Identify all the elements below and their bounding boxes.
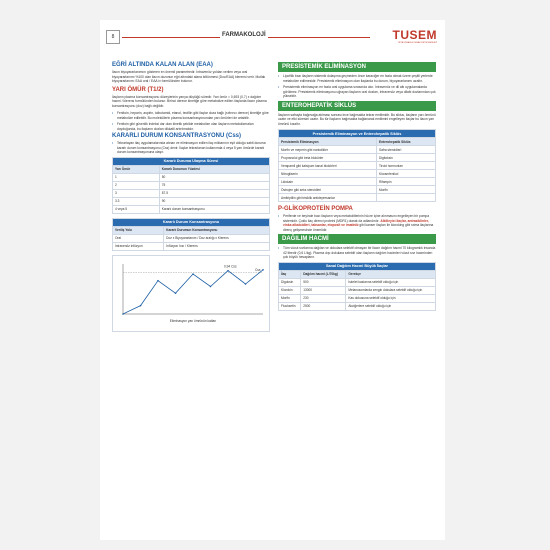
table-cell: 75 xyxy=(159,181,269,189)
table-cell: Tiroid hormonları xyxy=(376,162,435,170)
table-row xyxy=(113,189,270,197)
table-cell: Safra steroidleri xyxy=(376,146,435,154)
table-cell: Östrojen gibi seks steroidleri xyxy=(279,186,377,194)
bullet-presystemic-1: • Lipofilik bazı ilaçların sistemik dolaşıma geçmeden önce karaciğer en fazla olmak üzere çeşitli yerlerde metabolize edilmesidir. Presistemik eliminasyon olan ilaçlarda bu durum, biyoyararlanımı azaltır. xyxy=(278,74,436,83)
presystemic-table xyxy=(278,129,436,202)
data-point xyxy=(140,304,142,306)
chart-svg xyxy=(113,256,269,326)
pgp-text: Periferde ve beyinde bazı ilaçların veya metabolitlerinin hücre içine alınmasını engelleyen bir pompa sistemidir. Çoklu ilaç direnci proteini (MDR1) olarak da adlandırılır. xyxy=(283,214,430,223)
table-cell: 1 xyxy=(113,173,160,181)
table-header: Veriliş Yolu xyxy=(113,226,164,234)
table-cell: Kararlı durum konsantrasyonu xyxy=(159,205,269,213)
table-caption: Sanal Dağılım Hacmi Büyük İlaçlar xyxy=(279,262,436,270)
table-cell: İnfüzyon hızı / Klerens xyxy=(164,242,270,250)
section-title-eaa: EĞRİ ALTINDA KALAN ALAN (EAA) xyxy=(112,62,213,68)
bullet-steady-state: • Tekrarlayan ilaç uygulamalarında alınan ve eliminasyon edilen ilaç miktarının eşit olduğu sabit duruma kararlı durum konsantrasyonu (Css) denir. İlaçlar tekrarlanan kullanımda 4 veya 5 yarı ömürde kararlı durum konsantrasyonuna ulaşır. xyxy=(112,141,270,155)
table-cell: Fluoksetin xyxy=(279,302,301,310)
table-cell: Kloramfenikol xyxy=(376,170,435,178)
table-cell: 3.3 xyxy=(113,197,160,205)
table-cell: Morfin xyxy=(376,186,435,194)
table-cell xyxy=(376,194,435,202)
section-text-enterohepatic: İlaçların safrayla bağırsağa atılması sonrası ince bağırsakta tekrar emilimidir. Bu siklus, ilaçların yarı ömrünü uzatır ve etki süresini uzatır. Bu tür ilaçların bağırsakta bağlanarak emilimini engelleyen ilaçlar bu ilacın yarı ömrünü kısaltır. xyxy=(278,112,436,126)
section-title-vd: DAĞILIM HACMİ xyxy=(278,234,436,244)
table-row xyxy=(279,170,436,178)
table-row xyxy=(113,181,270,189)
bullet-half-life-1: • Fenitoin, heparin, aspirin, tolbutamid, etanol, teofilin gibi ilaçlar doza bağlı (sıfırıncı derece) kinetiğe göre metabolize edilebilir. Bu moleküllerin plazma konsantrasyonundan yarı ömürleri de artabilir. xyxy=(112,111,270,120)
steady-state-chart xyxy=(112,255,270,332)
table-cell: 3 xyxy=(113,189,160,197)
data-point xyxy=(192,273,194,275)
steady-state-time-table xyxy=(112,157,270,214)
table-row xyxy=(279,302,436,310)
table-cell: Propranolol gibi beta blokörler xyxy=(279,154,377,162)
table-row xyxy=(279,154,436,162)
table-row xyxy=(279,294,436,302)
table-cell: Oral xyxy=(113,234,164,242)
data-point xyxy=(245,283,247,285)
series-line xyxy=(123,269,263,313)
table-cell: Nitrogliserin xyxy=(279,170,377,178)
table-header: Enterohepatik Siklüs xyxy=(376,138,435,146)
bullet-pgp xyxy=(278,214,436,232)
table-cell: Doz x Biyoyararlanım / Doz aralığı x Klerens xyxy=(164,234,270,242)
bullet-half-life-2: • Fenitoin gibi güvenlik indeksi dar olan kinetik şekilde metabolize olan ilaçların metabolizmaları doyduğunda, bu ilaçların dozları dikkatli artırılmalıdır. xyxy=(112,122,270,131)
data-point xyxy=(262,269,264,271)
steady-state-conc-table xyxy=(112,218,270,251)
annotation-css: Css xyxy=(255,267,261,272)
table-header: Dağılım hacmi (L/70kg) xyxy=(301,270,346,278)
bullet-presystemic-2: • Presistemik eliminasyon en fazla oral uygulama sırasında olur. İntravenöz ve dil altı uygulamalarda görülmez. Presistemik eliminasyonu uğrayan ilaçların oral dozları, intravenöz veya dilaltı dozlarından çok yüksektir. xyxy=(278,85,436,99)
page-header xyxy=(100,26,445,54)
table-row xyxy=(279,186,436,194)
table-cell: Morfin ve meperin gibi narkotikler xyxy=(279,146,377,154)
section-text-eaa: İlacın biyoyararlanımını gösteren en önemli parametredir. İntravenöz yoldan verilen veya oral biyoyararlanımı %100 olan ilacın dozunun eğri altındaki alana bölünmesi (Doz/EAA) klerensi verir. Mutlak biyoyararlanım: EAA oral / EAA iv formülünden bulunur. xyxy=(112,70,266,83)
table-row xyxy=(113,234,270,242)
table-cell: 2500 xyxy=(301,302,346,310)
data-point xyxy=(175,292,177,294)
table-row xyxy=(113,173,270,181)
bullet-vd: • Tüm vücut sıvılarına dağılan ve dokulara selektif olmayan bir ilacın dağılım hacmi 70 kilogramlık insanda 42 litredir (0,6 L/kg). Plazma dışı dokulara selektif olan ilaçların dağılım hacimleri vücut sıvı hacminden çok büyük hesaplanır. xyxy=(278,246,436,260)
table-cell: İskelet kaslarına selektif olduğu için xyxy=(346,278,436,286)
table-cell: 90 xyxy=(159,197,269,205)
brand-logo: TUSEM xyxy=(392,28,437,42)
table-cell: Melanosomlarda zengin dokulara selektif olduğu için xyxy=(346,286,436,294)
table-caption: Kararlı Duruma Ulaşma Süresi xyxy=(113,157,270,165)
table-cell: Amitriptilin gibi trisiklik antidepresanlar xyxy=(279,194,377,202)
x-axis-label: Eliminasyon yarı ömrünün katları xyxy=(169,318,217,323)
section-title-presystemic: PRESİSTEMİK ELİMİNASYON xyxy=(278,62,436,72)
table-row xyxy=(113,242,270,250)
table-cell: 50 xyxy=(159,173,269,181)
data-point xyxy=(157,279,159,281)
table-row xyxy=(279,194,436,202)
table-header: İlaç xyxy=(279,270,301,278)
table-cell: Kas dokusuna selektif olduğu için xyxy=(346,294,436,302)
annotation-094css: 0,94 Css xyxy=(224,264,237,269)
table-header: Kararlı Durumun Konsantrasyonu xyxy=(164,226,270,234)
table-row xyxy=(279,146,436,154)
table-row xyxy=(113,197,270,205)
table-row xyxy=(113,205,270,213)
section-title-half-life: YARI ÖMÜR (T1/2) xyxy=(112,86,164,93)
data-point xyxy=(210,285,212,287)
table-row xyxy=(279,286,436,294)
left-column xyxy=(112,60,270,332)
table-caption: Presistemik Eliminasyon ve Enterohepatik Siklüs xyxy=(279,130,436,138)
table-cell: Lidokain xyxy=(279,178,377,186)
vd-table xyxy=(278,262,436,311)
page-number: 8 xyxy=(106,30,120,44)
document-page xyxy=(100,20,445,540)
table-cell: 230 xyxy=(301,294,346,302)
table-header: Gerekçe xyxy=(346,270,436,278)
table-cell: Morfin xyxy=(279,294,301,302)
table-row xyxy=(279,178,436,186)
table-cell: 13000 xyxy=(301,286,346,294)
table-cell: Akciğerlere selektif olduğu için xyxy=(346,302,436,310)
section-text-half-life: İlaçların plazma konsantrasyonu düzeylerinin yarıya düştüğü süredir. Yarı ömür = 0,693 (0,7) x dağılım hacmi / klerens formülünden bulunur. Birinci derece kinetiğe göre metabolize edilen ilaçlarda ilacın plazma konsantrasyonu (doz) bağlı değildir. xyxy=(112,94,267,108)
data-point xyxy=(227,269,229,271)
table-cell: Rifampin xyxy=(376,178,435,186)
pgp-text-2: gibi kanser ilaçları ile kloroking gibi sıtma ilaçlarına direnç gelişmesinde önemlidir. xyxy=(283,223,434,232)
brand-logo-subtitle: TIPTA UZMANLIK SINAV EĞİTİM MERKEZİ xyxy=(397,42,437,44)
section-title-pgp: P-GLİKOPROTEİN POMPA xyxy=(278,206,353,212)
table-cell: Digoksin xyxy=(279,278,301,286)
table-cell: 500 xyxy=(301,278,346,286)
table-caption: Kararlı Durum Konsantrasyonu xyxy=(113,218,270,226)
data-point xyxy=(122,313,124,315)
table-cell: Verapamil gibi kalsiyum kanal blokörleri xyxy=(279,162,377,170)
table-header: Presistemik Eliminasyon xyxy=(279,138,377,146)
table-cell: 87.5 xyxy=(159,189,269,197)
table-header: Yarı Ömür xyxy=(113,165,160,173)
section-title-enterohepatic: ENTEROHEPATİK SİKLÜS xyxy=(278,101,436,111)
page-title: FARMAKOLOJİ xyxy=(222,32,266,38)
table-cell: 4 veya 5 xyxy=(113,205,160,213)
section-title-steady-state: KARARLI DURUM KONSANTRASYONU (Css) xyxy=(112,133,241,139)
table-cell: Digitoksin xyxy=(376,154,435,162)
table-cell: Klorokin xyxy=(279,286,301,294)
table-header: Kararlı Durumun Yüzdesi xyxy=(159,165,269,173)
pgp-highlight: Alkilleyici ilaçlar, antrasiklinler, vinka alkaloidleri, taksanlar, etoposit ve imatinib xyxy=(283,218,429,227)
table-row xyxy=(279,162,436,170)
table-cell: İntravenöz infüzyon xyxy=(113,242,164,250)
table-cell: 2 xyxy=(113,181,160,189)
table-row xyxy=(279,278,436,286)
right-column xyxy=(278,60,436,315)
